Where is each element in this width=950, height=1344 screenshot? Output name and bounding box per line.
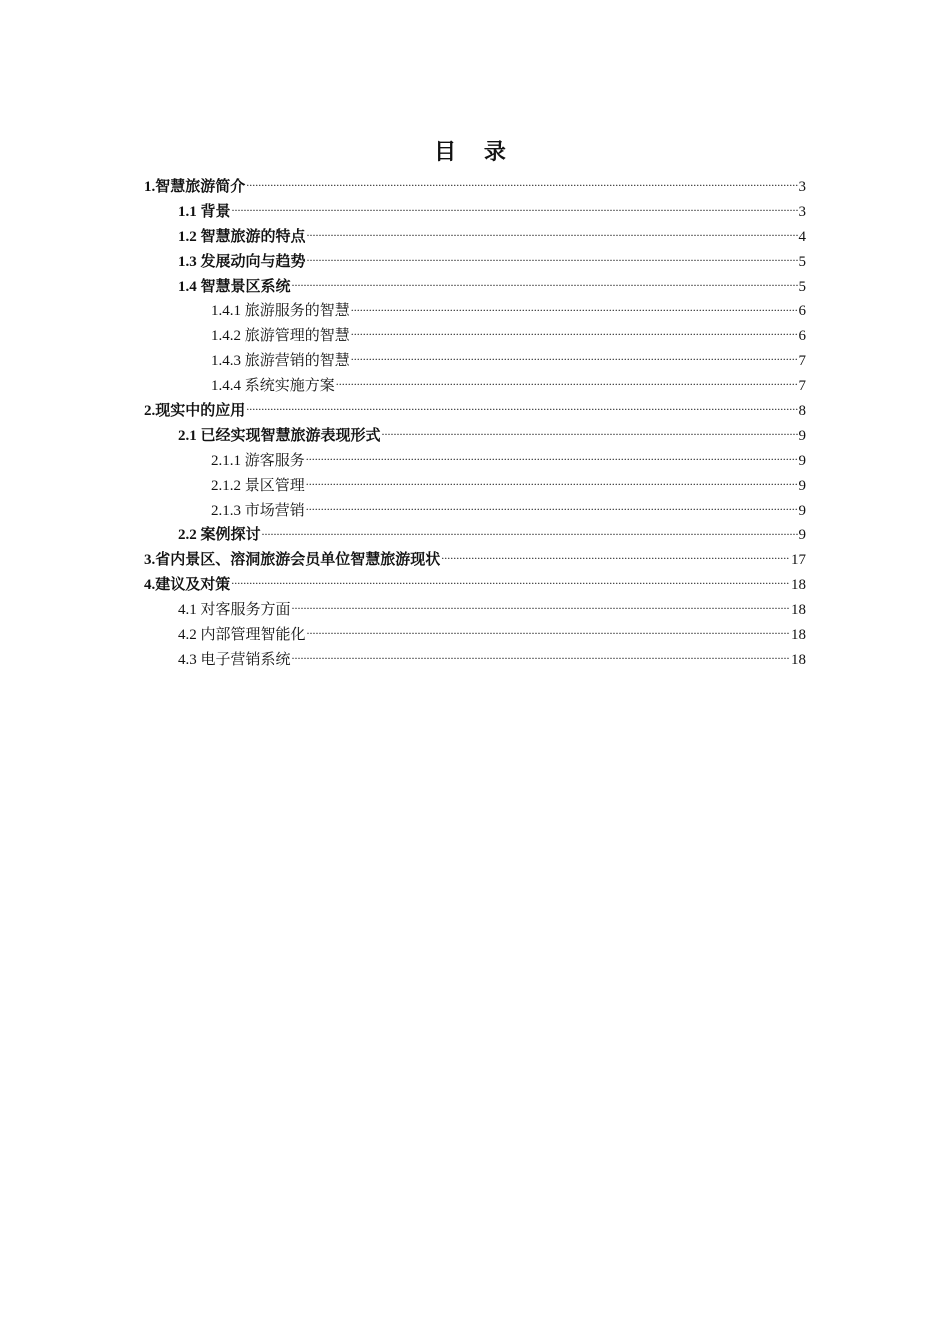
toc-page-number: 6	[798, 328, 806, 345]
toc-title: 目 录	[434, 140, 516, 165]
toc-entry-title: 2.1 已经实现智慧旅游表现形式	[178, 427, 381, 444]
toc-entry-title: 2.现实中的应用	[144, 403, 246, 420]
toc-page-number: 8	[798, 403, 806, 420]
toc-entry[interactable]	[144, 250, 806, 275]
toc-dot-leader	[307, 229, 798, 241]
toc-entry[interactable]	[144, 324, 806, 349]
toc-page-number: 17	[791, 552, 806, 569]
toc-dot-leader	[307, 627, 790, 639]
toc-dot-leader	[441, 552, 790, 564]
toc-entry[interactable]	[144, 474, 806, 499]
toc-page-number: 18	[791, 602, 806, 619]
toc-entry-title: 2.2 案例探讨	[178, 527, 261, 544]
toc-entry-title: 1.4.1 旅游服务的智慧	[211, 303, 350, 320]
toc-entry-title: 4.3 电子营销系统	[178, 651, 291, 668]
toc-dot-leader	[246, 403, 797, 415]
toc-entry-title: 4.建议及对策	[144, 577, 231, 594]
toc-dot-leader	[246, 179, 797, 191]
toc-entry[interactable]	[144, 299, 806, 324]
toc-entry-title: 1.4.2 旅游管理的智慧	[211, 328, 350, 345]
toc-entry[interactable]	[144, 449, 806, 474]
toc-entry[interactable]	[144, 349, 806, 374]
toc-dot-leader	[306, 503, 798, 515]
toc-dot-leader	[382, 428, 798, 440]
toc-page-number: 9	[798, 477, 806, 494]
toc-dot-leader	[292, 652, 790, 664]
toc-entry[interactable]	[144, 648, 806, 673]
toc-page-number: 3	[798, 179, 806, 195]
toc-entry-title: 2.1.3 市场营销	[211, 502, 305, 519]
toc-page-number: 18	[791, 577, 806, 594]
toc-dot-leader	[306, 453, 798, 465]
toc-page-number: 9	[798, 527, 806, 544]
toc-entry[interactable]	[144, 275, 806, 300]
toc-entry[interactable]	[144, 374, 806, 399]
toc-page-number: 9	[798, 427, 806, 444]
toc-dot-leader	[292, 279, 798, 291]
toc-page-number: 9	[798, 452, 806, 469]
toc-dot-leader	[351, 353, 798, 365]
toc-dot-leader	[307, 254, 798, 266]
toc-page-number: 18	[791, 627, 806, 644]
toc-entry[interactable]	[144, 225, 806, 250]
toc-page-number: 7	[798, 353, 806, 370]
toc-entry-title: 1.4.4 系统实施方案	[211, 378, 335, 395]
toc-entry[interactable]	[144, 573, 806, 598]
toc-dot-leader	[232, 204, 798, 216]
toc-dot-leader	[231, 577, 790, 589]
toc-dot-leader	[306, 478, 798, 490]
toc-entry-title: 1.智慧旅游简介	[144, 179, 246, 195]
toc-entry-title: 1.2 智慧旅游的特点	[178, 228, 306, 245]
toc-page-number: 5	[798, 253, 806, 270]
toc-entry[interactable]	[144, 623, 806, 648]
toc-dot-leader	[351, 303, 798, 315]
toc-entry[interactable]	[144, 399, 806, 424]
toc-page-number: 4	[798, 228, 806, 245]
toc-entry-title: 1.4 智慧景区系统	[178, 278, 291, 295]
toc-page-number: 18	[791, 651, 806, 668]
toc-page-number: 6	[798, 303, 806, 320]
toc-entry[interactable]	[144, 598, 806, 623]
toc-dot-leader	[292, 602, 790, 614]
toc-entry[interactable]	[144, 175, 806, 200]
toc-entry-title: 2.1.2 景区管理	[211, 477, 305, 494]
toc-entry[interactable]	[144, 200, 806, 225]
toc-page-number: 3	[798, 203, 806, 220]
toc-entry-title: 1.4.3 旅游营销的智慧	[211, 353, 350, 370]
toc-entry-title: 4.2 内部管理智能化	[178, 627, 306, 644]
toc-page-number: 7	[798, 378, 806, 395]
toc-dot-leader	[262, 527, 798, 539]
toc-list	[144, 175, 806, 673]
toc-entry-title: 1.3 发展动向与趋势	[178, 253, 306, 270]
toc-dot-leader	[336, 378, 798, 390]
toc-entry-title: 3.省内景区、溶洞旅游会员单位智慧旅游现状	[144, 552, 441, 569]
toc-entry-title: 2.1.1 游客服务	[211, 452, 305, 469]
toc-entry-title: 1.1 背景	[178, 203, 231, 220]
toc-dot-leader	[351, 328, 798, 340]
toc-entry[interactable]	[144, 499, 806, 524]
toc-page-number: 5	[798, 278, 806, 295]
toc-entry[interactable]	[144, 548, 806, 573]
toc-entry[interactable]	[144, 523, 806, 548]
toc-entry[interactable]	[144, 424, 806, 449]
toc-page-number: 9	[798, 502, 806, 519]
toc-entry-title: 4.1 对客服务方面	[178, 602, 291, 619]
